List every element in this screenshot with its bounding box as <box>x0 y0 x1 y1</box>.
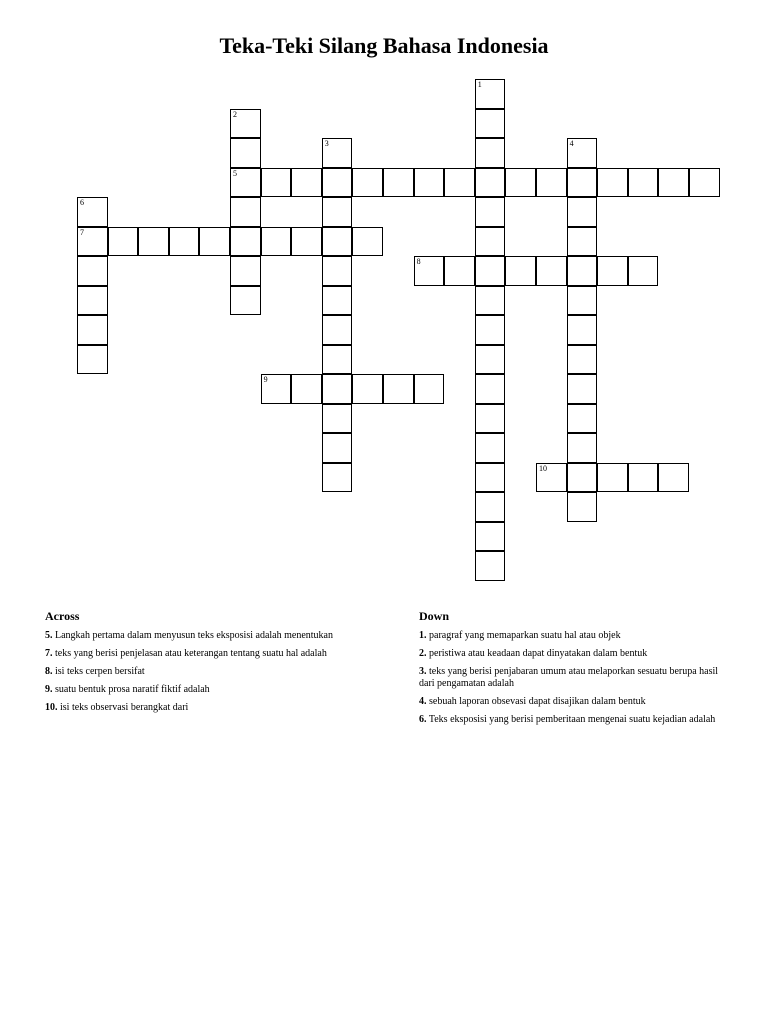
crossword-cell[interactable] <box>567 227 598 257</box>
crossword-cell[interactable] <box>261 168 292 198</box>
crossword-cell[interactable] <box>230 109 261 139</box>
crossword-cell[interactable] <box>444 256 475 286</box>
crossword-cell[interactable] <box>322 227 353 257</box>
cell-number: 10 <box>539 463 547 473</box>
across-clues <box>45 610 365 720</box>
crossword-cell[interactable] <box>567 345 598 375</box>
clue-down-3: 3. teks yang berisi penjabaran umum atau melaporkan sesuatu berupa hasil dari pengamatan adalah <box>419 666 719 689</box>
crossword-cell[interactable] <box>322 286 353 316</box>
crossword-cell[interactable] <box>261 374 292 404</box>
cell-number: 6 <box>80 198 84 207</box>
crossword-cell[interactable] <box>291 374 322 404</box>
cell-number: 9 <box>263 375 268 384</box>
crossword-cell[interactable] <box>475 138 506 168</box>
cell-number: 8 <box>416 257 421 266</box>
crossword-cell[interactable] <box>230 197 261 227</box>
crossword-cell[interactable] <box>475 492 506 522</box>
crossword-cell[interactable] <box>567 256 598 286</box>
cell-number: 4 <box>569 139 574 148</box>
crossword-cell[interactable] <box>322 256 353 286</box>
crossword-cell[interactable] <box>567 463 598 493</box>
crossword-cell[interactable] <box>567 197 598 227</box>
crossword-cell[interactable] <box>322 345 353 375</box>
down-heading: Down <box>419 609 450 623</box>
crossword-cell[interactable] <box>291 227 322 257</box>
clue-across-8: 8. isi teks cerpen bersifat <box>45 666 145 677</box>
clue-down-2: 2. peristiwa atau keadaan dapat dinyatakan dalam bentuk <box>419 648 648 659</box>
page-title: Teka-Teki Silang Bahasa Indonesia <box>219 33 549 58</box>
crossword-cell[interactable] <box>77 345 108 375</box>
clue-across-5: 5. Langkah pertama dalam menyusun teks eksposisi adalah menentukan <box>45 630 333 641</box>
crossword-cell[interactable] <box>230 286 261 316</box>
clue-across-7: 7. teks yang berisi penjelasan atau keterangan tentang suatu hal adalah <box>45 648 327 659</box>
crossword-cell[interactable] <box>322 374 353 404</box>
crossword-cell[interactable] <box>352 227 383 257</box>
crossword-cell[interactable] <box>383 374 414 404</box>
crossword-cell[interactable] <box>628 168 659 198</box>
down-clues <box>419 610 724 732</box>
crossword-cell[interactable] <box>658 168 689 198</box>
crossword-cell[interactable] <box>291 168 322 198</box>
crossword-cell[interactable] <box>322 463 353 493</box>
crossword-cell[interactable] <box>475 345 506 375</box>
crossword-cell[interactable] <box>475 256 506 286</box>
crossword-cell[interactable] <box>322 138 353 168</box>
crossword-cell[interactable] <box>444 168 475 198</box>
crossword-cell[interactable] <box>475 109 506 139</box>
crossword-cell[interactable] <box>475 433 506 463</box>
crossword-cell[interactable] <box>230 256 261 286</box>
crossword-cell[interactable] <box>169 227 200 257</box>
crossword-cell[interactable] <box>536 256 567 286</box>
crossword-cell[interactable] <box>414 374 445 404</box>
clue-across-10: 10. isi teks observasi berangkat dari <box>45 702 189 713</box>
clue-across-9: 9. suatu bentuk prosa naratif fiktif adalah <box>45 684 210 695</box>
clue-down-1: 1. paragraf yang memaparkan suatu hal atau objek <box>419 630 621 641</box>
crossword-cell[interactable] <box>475 168 506 198</box>
crossword-cell[interactable] <box>597 256 628 286</box>
crossword-cell[interactable] <box>414 256 445 286</box>
clue-down-6: 6. Teks eksposisi yang berisi pemberitaan mengenai suatu kejadian adalah <box>419 714 716 725</box>
crossword-cell[interactable] <box>383 168 414 198</box>
crossword-cell[interactable] <box>628 463 659 493</box>
cell-number: 5 <box>233 168 237 178</box>
crossword-cell[interactable] <box>322 197 353 227</box>
cell-number: 7 <box>80 227 84 237</box>
crossword-cell[interactable] <box>77 286 108 316</box>
crossword-cell[interactable] <box>475 227 506 257</box>
across-heading: Across <box>45 609 80 623</box>
cell-number: 2 <box>233 109 237 119</box>
crossword-cell[interactable] <box>475 551 506 581</box>
crossword-cell[interactable] <box>567 286 598 316</box>
crossword-cell[interactable] <box>77 256 108 286</box>
cell-number: 1 <box>477 80 482 89</box>
crossword-cell[interactable] <box>628 256 659 286</box>
crossword-cell[interactable] <box>77 315 108 345</box>
crossword-cell[interactable] <box>230 227 261 257</box>
crossword-cell[interactable] <box>567 492 598 522</box>
crossword-cell[interactable] <box>505 168 536 198</box>
crossword-cell[interactable] <box>567 404 598 434</box>
crossword-cell[interactable] <box>505 256 536 286</box>
crossword-cell[interactable] <box>536 463 567 493</box>
crossword-cell[interactable] <box>475 197 506 227</box>
crossword-cell[interactable] <box>352 168 383 198</box>
crossword-cell[interactable] <box>567 138 598 168</box>
crossword-cell[interactable] <box>261 227 292 257</box>
crossword-cell[interactable] <box>475 404 506 434</box>
crossword-cell[interactable] <box>475 79 506 109</box>
crossword-cell[interactable] <box>597 463 628 493</box>
crossword-cell[interactable] <box>475 463 506 493</box>
crossword-cell[interactable] <box>230 138 261 168</box>
crossword-cell[interactable] <box>138 227 169 257</box>
crossword-cell[interactable] <box>322 315 353 345</box>
crossword-cell[interactable] <box>77 227 108 257</box>
crossword-cell[interactable] <box>352 374 383 404</box>
crossword-cell[interactable] <box>536 168 567 198</box>
crossword-cell[interactable] <box>567 168 598 198</box>
crossword-cell[interactable] <box>567 433 598 463</box>
crossword-cell[interactable] <box>475 315 506 345</box>
crossword-cell[interactable] <box>475 374 506 404</box>
crossword-cell[interactable] <box>414 168 445 198</box>
clue-down-4: 4. sebuah laporan obsevasi dapat disajikan dalam bentuk <box>419 696 646 707</box>
cell-number: 3 <box>324 139 329 148</box>
crossword-cell[interactable] <box>658 463 689 493</box>
crossword-cell[interactable] <box>475 522 506 552</box>
crossword-cell[interactable] <box>108 227 139 257</box>
crossword-cell[interactable] <box>77 197 108 227</box>
crossword-cell[interactable] <box>475 286 506 316</box>
crossword-cell[interactable] <box>322 168 353 198</box>
crossword-cell[interactable] <box>689 168 720 198</box>
crossword-cell[interactable] <box>322 433 353 463</box>
crossword-cell[interactable] <box>322 404 353 434</box>
crossword-cell[interactable] <box>230 168 261 198</box>
crossword-cell[interactable] <box>199 227 230 257</box>
crossword-cell[interactable] <box>597 168 628 198</box>
crossword-cell[interactable] <box>567 374 598 404</box>
crossword-cell[interactable] <box>567 315 598 345</box>
